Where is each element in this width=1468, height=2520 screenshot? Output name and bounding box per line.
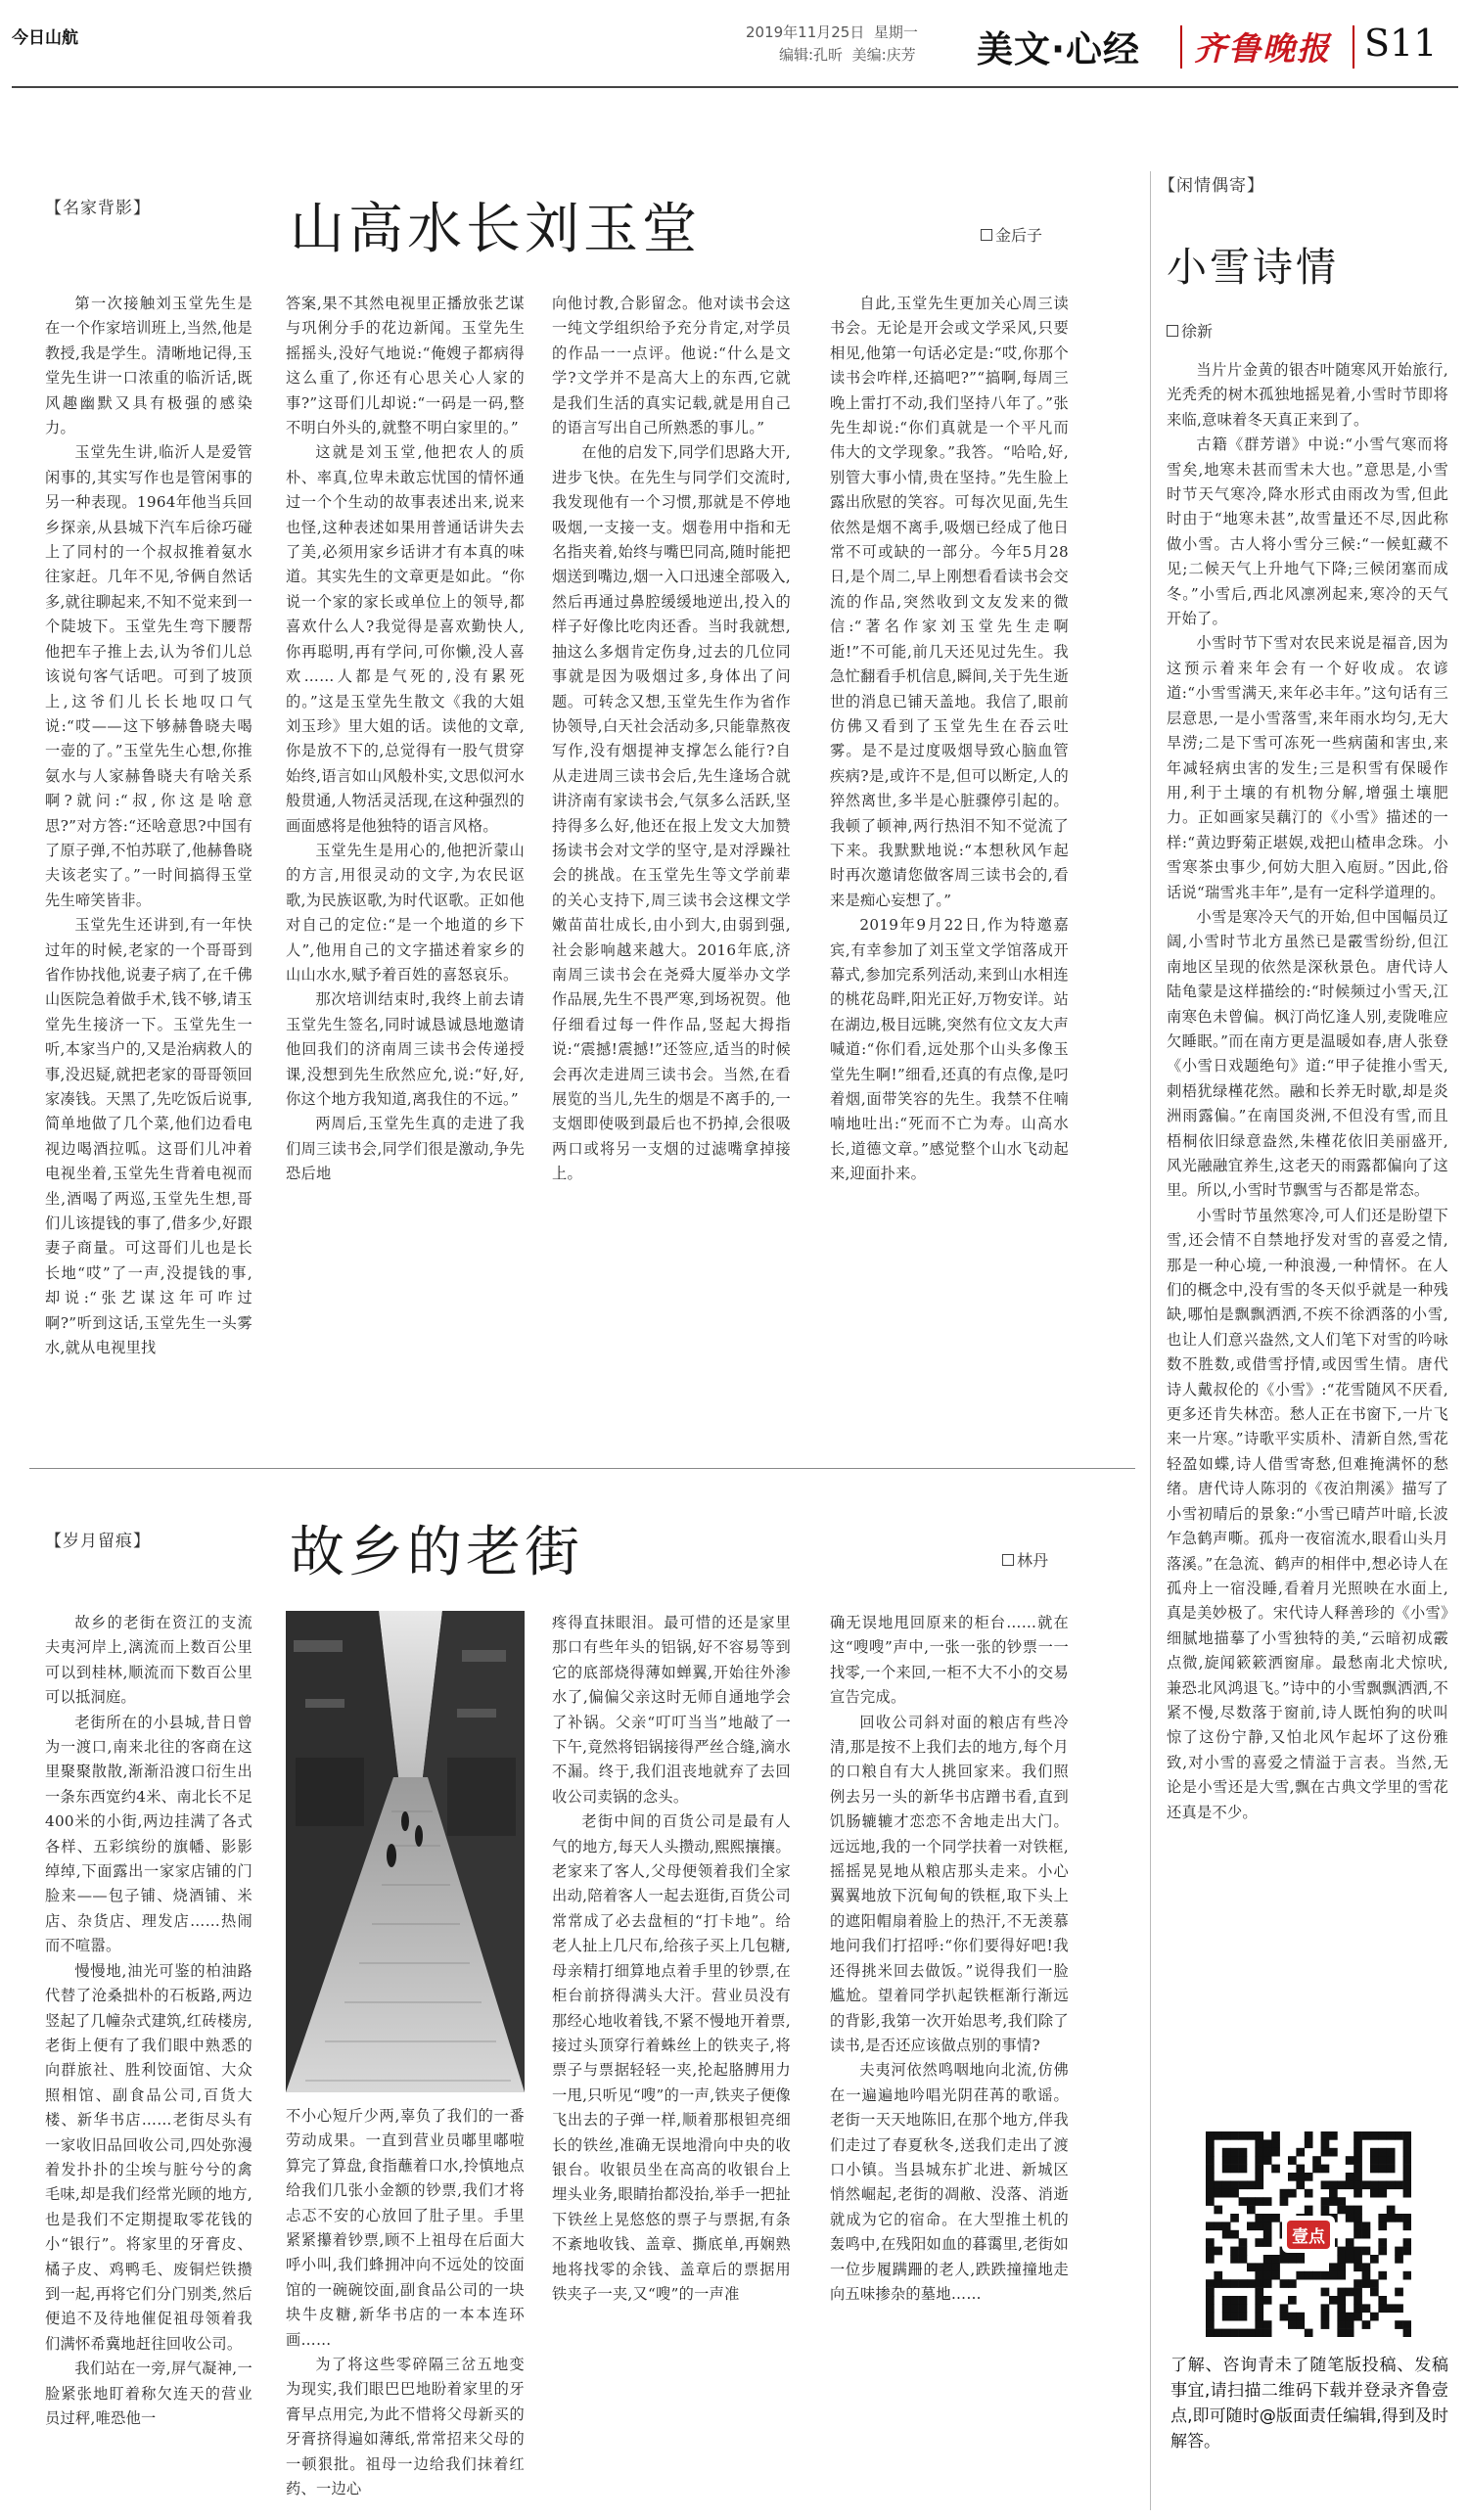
old-street-photo [286,1611,525,2092]
article-liu-col4 [830,292,1069,1466]
article-xue-author [1167,319,1213,342]
qr-logo [1282,2216,1335,2253]
paragraph: 这就是刘玉堂,他把农人的质朴、率真,位卑未敢忘忧国的情怀通过一个个生动的故事表述出来,说来也怪,这种表述如果用普通话讲失去了美,必须用家乡话讲才有本真的味道。其实先生的文章更是如此。“你说一个家的家长或单位上的领导,都喜欢什么人?我觉得是喜欢勤快人,你再聪明,再有学问,可你懒,没人喜欢……人都是气死的,没有累死的。”这是玉堂先生散文《我的大姐刘玉珍》里大姐的话。读他的文章,你是放不下的,总觉得有一股气贯穿始终,语言如山风般朴实,文思似河水般贯通,人物活灵活现,在这种强烈的画面感将是他独特的语言风格。 [286,443,525,835]
header-rule [12,86,1458,88]
qr-logo-text: 壹点 [1287,2221,1330,2249]
paragraph: 夫夷河依然鸣咽地向北流,仿佛在一遍遍地吟唱光阴荏苒的歌谣。老街一天天地陈旧,在那个地方,伴我们走过了春夏秋冬,送我们走出了渡口小镇。当县城东扩北进、新城区悄然崛起,老街的凋敝、没落、消逝就成为它的宿命。在大型推土机的轰鸣中,在残阳如血的暮霭里,老街如一位步履蹒跚的老人,跌跌撞撞地走向五味掺杂的墓地…… [830,2061,1069,2303]
article-liu-category: 【名家背影】 [45,199,151,218]
header-date [746,22,918,42]
paragraph: 第一次接触刘玉堂先生是在一个作家培训班上,当然,他是教授,我是学生。清晰地记得,玉堂先生讲一口浓重的临沂话,既风趣幽默又具有极强的感染力。 [45,295,252,437]
article-jie-category: 【岁月留痕】 [45,1532,151,1551]
section-title: 美文·心经 [977,28,1141,70]
paragraph: 玉堂先生还讲到,有一年快过年的时候,老家的一个哥哥到省作协找他,说妻子病了,在千佛山医院急着做手术,钱不够,请玉堂先生接济一下。玉堂先生一听,本家当户的,又是治病救人的事,没迟疑,就把老家的哥哥领回家凑钱。天黑了,先吃饭后说事,简单地做了几个菜,他们边看电视边喝酒拉呱。这哥们儿冲着电视坐着,玉堂先生背着电视而坐,酒喝了两巡,玉堂先生想,哥们儿该提钱的事了,借多少,好跟妻子商量。可这哥们儿也是长长地“哎”了一声,没提钱的事,却说:“张艺谋这年可咋过啊?”听到这话,玉堂先生一头雾水,就从电视里找 [45,916,252,1357]
page-number: S11 [1364,22,1438,65]
paragraph: 向他讨教,合影留念。他对读书会这一纯文学组织给予充分肯定,对学员的作品一一点评。他说:“什么是文学?文学并不是高大上的东西,它就是我们生活的真实记载,就是用自己的语言写出自己所熟悉的事儿。” [552,295,791,437]
paragraph: 在他的启发下,同学们思路大开,进步飞快。在先生与同学们交流时,我发现他有一个习惯,那就是不停地吸烟,一支接一支。烟卷用中指和无名指夹着,始终与嘴巴同高,随时能把烟送到嘴边,烟一入口迅速全部吸入,然后再通过鼻腔缓缓地逆出,投入的样子好像比吃肉还香。当时我就想,抽这么多烟肯定伤身,过去的几位同事就是因为吸烟过多,身体出了问题。可转念又想,玉堂先生作为省作协领导,白天社会活动多,只能靠熬夜写作,没有烟提神支撑怎么能行?自从走进周三读书会后,先生逢场合就讲济南有家读书会,气氛多么活跃,坚持得多么好,他还在报上发文大加赞扬读书会对文学的坚守,是对浮躁社会的挑战。在玉堂先生等文学前辈的关心支持下,周三读书会这棵文学嫩苗苗壮成长,由小到大,由弱到强,社会影响越来越大。2016年底,济南周三读书会在尧舜大厦举办文学作品展,先生不畏严寒,到场祝贺。他仔细看过每一件作品,竖起大拇指说:“震撼!震撼!”还签应,适当的时候会再次走进周三读书会。当然,在看展览的当儿,先生的烟是不离手的,一支烟即使吸到最后也不扔掉,会很吸两口或将另一支烟的过滤嘴拿掉接上。 [552,443,791,1183]
article-xue-category: 【闲情偶寄】 [1159,176,1264,196]
paragraph: 疼得直抹眼泪。最可惜的还是家里那口有些年头的铝锅,好不容易等到它的底部烧得薄如蝉翼,开始往外渗水了,偏偏父亲这时无师自通地学会了补锅。父亲“叮叮当当”地敲了一下午,竟然将铝锅接得严丝合缝,滴水不漏。终于,我们沮丧地就弃了去回收公司卖锅的念头。 [552,1614,791,1806]
article-jie-col3 [552,1611,791,2511]
paragraph: 古籍《群芳谱》中说:“小雪气寒而将雪矣,地寒未甚而雪未大也。”意思是,小雪时节天气寒冷,降水形式由雨改为雪,但此时由于“地寒未甚”,故雪量还不尽,因此称做小雪。古人将小雪分三候:“一候虹藏不见;二候天气上升地气下降;三候闭塞而成冬。”小雪后,西北风凛冽起来,寒冷的天气开始了。 [1167,435,1448,628]
article-liu-col3 [552,292,791,1466]
paragraph: 故乡的老街在资江的支流夫夷河岸上,漓流而上数百公里可以到桂林,顺流而下数百公里可以抵洞庭。 [45,1614,252,1707]
paragraph: 确无误地甩回原来的柜台……就在这“嗖嗖”声中,一张一张的钞票一一找零,一个来回,一柜不大不小的交易宣告完成。 [830,1614,1069,1707]
article-jie-title: 故乡的老街 [290,1521,583,1584]
paper-logo: 齐鲁晚报 [1194,29,1331,68]
article-xue-body [1167,358,1448,1993]
header-left-label: 今日山航 [12,28,78,48]
old-street-photo-image [286,1611,525,2092]
article-liu-col2 [286,292,525,1466]
header-divider-1 [1180,25,1182,69]
paragraph: 答案,果不其然电视里正播放张艺谋与巩俐分手的花边新闻。玉堂先生摇摇头,没好气地说:“俺嫂子都病得这么重了,你还有心思关心人家的事?”这哥们儿却说:“一码是一码,整不明白外头的,就整不明白家里的。” [286,295,525,437]
qr-caption: 了解、咨询青未了随笔版投稿、发稿事宜,请扫描二维码下载并登录齐鲁壹点,即可随时@版面责任编辑,得到及时解答。 [1170,2356,1448,2451]
paragraph: 玉堂先生讲,临沂人是爱管闲事的,其实写作也是管闲事的另一种表现。1964年他当兵回乡探亲,从县城下汽车后徐巧碰上了同村的一个叔叔推着氨水往家赶。几年不见,爷俩自然话多,就往聊起来,不知不觉来到一个陡坡下。玉堂先生弯下腰帮他把车子推上去,认为爷们儿总该说句客气话吧。可到了坡顶上,这爷们儿长长地叹口气说:“哎——这下够赫鲁晓夫喝一壶的了。”玉堂先生心想,你推氨水与人家赫鲁晓夫有啥关系啊?就问:“叔,你这是啥意思?”对方答:“还啥意思?中国有了原子弹,不怕苏联了,他赫鲁晓夫该老实了。”一时间搞得玉堂先生啼笑皆非。 [45,443,252,909]
editor-credit: 编辑:孔昕 [779,46,844,64]
header-editors [779,44,916,65]
paragraph: 为了将这些零碎隔三岔五地变为现实,我们眼巴巴地盼着家里的牙膏早点用完,为此不惜将父母新买的牙膏挤得遍如薄纸,常常招来父母的一顿狠批。祖母一边给我们抹着红药、一边心 [286,2356,525,2498]
article-jie-col4 [830,1611,1069,2511]
paragraph: 当片片金黄的银杏叶随寒风开始旅行,光秃秃的树木孤独地摇晃着,小雪时节即将来临,意味着冬天真正来到了。 [1167,361,1448,429]
right-column-divider [1150,171,1151,2510]
paragraph: 那次培训结束时,我终上前去请玉堂先生签名,同时诚恳诚恳地邀请他回我们的济南周三读书会传递授课,没想到先生欣然应允,说:“好,好,你这个地方我知道,离我住的不远。” [286,990,525,1108]
paragraph: 不小心短斤少两,辜负了我们的一番劳动成果。一直到营业员嘟里嘟啦算完了算盘,食指蘸着口水,拎慎地点给我们几张小金额的钞票,我们才将忐忑不安的心放回了肚子里。手里紧紧攥着钞票,顾不上祖母在后面大呼小叫,我们蜂拥冲向不远处的饺面馆的一碗碗饺面,副食品公司的一块块牛皮糖,新华书店的一本本连环画…… [286,2107,525,2349]
article-xue-title: 小雪诗情 [1167,244,1339,291]
qr-code[interactable] [1206,2131,1411,2337]
paragraph: 老街所在的小县城,昔日曾为一渡口,南来北往的客商在这里聚聚散散,渐渐沿渡口衍生出一条东西宽约4米、南北长不足400米的小街,两边挂满了各式各样、五彩缤纷的旗幡、影影绰绰,下面露出一家家店铺的门脸来——包子铺、烧酒铺、米店、杂货店、理发店……热闹而不喧嚣。 [45,1713,252,1955]
article-jie-author [1002,1548,1048,1571]
paragraph: 回收公司斜对面的粮店有些冷清,那是按不上我们去的地方,每个月的口粮自有大人挑回家来。我们照例去另一头的新华书店蹭书看,直到饥肠辘辘才恋恋不舍地走出大门。远远地,我的一个同学扶着一对铁框,摇摇晃晃地从粮店那头走来。小心翼翼地放下沉甸甸的铁框,取下头上的遮阳帽扇着脸上的热汗,不无羡慕地问我们打招呼:“你们要得好吧!我还得挑米回去做饭。”说得我们一脸尴尬。望着同学扒起铁框渐行渐远的背影,我第一次开始思考,我们除了读书,是否还应该做点别的事情? [830,1713,1069,2054]
paragraph: 老街中间的百货公司是最有人气的地方,每天人头攒动,熙熙攘攘。老家来了客人,父母便领着我们全家出动,陪着客人一起去逛街,百货公司常常成了必去盘桓的“打卡地”。给老人扯上几尺布,给孩子买上几包糖,母亲精打细算地点着手里的钞票,在柜台前挤得满头大汗。营业员没有那经心地收着钱,不紧不慢地开着票,接过头顶穿行着蛛丝上的铁夹子,将票子与票据轻轻一夹,抡起胳膊用力一甩,只听见“嗖”的一声,铁夹子便像飞出去的子弹一样,顺着那根钽亮细长的铁丝,准确无误地滑向中央的收银台。收银员坐在高高的收银台上埋头业务,眼睛抬都没抬,举手一把扯下铁丝上晃悠悠的票子与票据,有条不紊地收钱、盖章、撕底单,再娴熟地将找零的余钱、盖章后的票据用铁夹子一夹,又“嗖”的一声准 [552,1812,791,2303]
article-xue-author-name: 徐新 [1181,322,1214,341]
paragraph: 慢慢地,油光可鉴的柏油路代替了沧桑拙朴的石板路,两边竖起了几幢杂式建筑,红砖楼房,老街上便有了我们眼中熟悉的向群旅社、胜利饺面馆、大众照相馆、副食品公司,百货大楼、新华书店……老街尽头有一家收旧品回收公司,四处弥漫着发扑扑的尘埃与脏兮兮的禽毛味,却是我们经常光顾的地方,也是我们不定期提取零花钱的小“银行”。将家里的牙膏皮、橘子皮、鸡鸭毛、废铜烂铁攒到一起,再将它们分门别类,然后便追不及待地催促祖母领着我们满怀希冀地赶往回收公司。 [45,1961,252,2353]
article-liu-title: 山高水长刘玉堂 [290,198,701,261]
author-box-icon [1002,1554,1014,1566]
paragraph: 玉堂先生是用心的,他把沂蒙山的方言,用很灵动的文字,为农民讴歌,为民族讴歌,为时代讴歌。正如他对自己的定位:“是一个地道的乡下人”,他用自己的文字描述着家乡的山山水水,赋予着百姓的喜怒哀乐。 [286,841,525,984]
author-box-icon [1167,325,1178,337]
paragraph: 小雪是寒冷天气的开始,但中国幅员辽阔,小雪时节北方虽然已是霰雪纷纷,但江南地区呈现的依然是深秋景色。唐代诗人陆龟蒙是这样描绘的:“时候频过小雪天,江南寒色未曾偏。枫汀尚忆逢人别,麦陇唯应欠睡眠。”而在南方更是温暖如春,唐人张登《小雪日戏题绝句》道:“甲子徒推小雪天,刺梧犹绿槿花然。融和长养无时歇,却是炎洲雨露偏。”在南国炎洲,不但没有雪,而且梧桐依旧绿意盎然,朱槿花依旧美丽盛开,风光融融宜养生,这老天的雨露都偏向了这里。所以,小雪时节飘雪与否都是常态。 [1167,907,1448,1200]
article-liu-col1 [45,292,252,1466]
paragraph: 2019年9月22日,作为特邀嘉宾,有幸参加了刘玉堂文学馆落成开幕式,参加完系列活动,来到山水相连的桃花岛畔,阳光正好,万物安详。站在湖边,极目远眺,突然有位文友大声喊道:“你们看,远处那个山头多像玉堂先生啊!”细看,还真的有点像,是叼着烟,面带笑容的先生。我禁不住喃喃地吐出:“死而不亡为寿。山高水长,道德文章。”感觉整个山水飞动起来,迎面扑来。 [830,916,1069,1183]
article-jie-col1 [45,1611,252,2511]
article-liu-author-name: 金后子 [995,226,1043,245]
article-divider [29,1468,1135,1469]
header-divider-2 [1353,25,1354,69]
paragraph: 小雪时节虽然寒冷,可人们还是盼望下雪,还会情不自禁地抒发对雪的喜爱之情,那是一种心境,一种浪漫,一种情怀。在人们的概念中,没有雪的冬天似乎就是一种残缺,哪怕是飘飘洒洒,不疾不徐洒落的小雪,也让人们意兴盎然,文人们笔下对雪的吟咏数不胜数,或借雪抒情,或因雪生情。唐代诗人戴叔伦的《小雪》:“花雪随风不厌看,更多还肯失林峦。愁人正在书窗下,一片飞来一片寒。”诗歌平实质朴、清新自然,雪花轻盈如蝶,诗人借雪寄愁,但难掩满怀的愁绪。唐代诗人陈羽的《夜泊荆溪》描写了小雪初晴后的景象:“小雪已晴芦叶暗,长波乍急鹤声嘶。孤舟一夜宿流水,眼看山头月落溪。”在急流、鹤声的相伴中,想必诗人在孤舟上一宿没睡,看着月光照映在水面上,真是美妙极了。宋代诗人释善珍的《小雪》细腻地描摹了小雪独特的美,“云暗初成霰点微,旋闻簌簌洒窗扉。最愁南北犬惊吠,兼恐北风鸿退飞。”诗中的小雪飘飘洒洒,不紧不慢,尽数落于窗前,诗人既怕狗的吠叫惊了这份宁静,又怕北风乍起坏了这份雅致,对小雪的喜爱之情溢于言表。当然,无论是小雪还是大雪,飘在古典文学里的雪花还真是不少。 [1167,1206,1448,1821]
designer-credit: 美编:庆芳 [851,46,916,64]
article-jie-col2 [286,2104,525,2510]
article-jie-author-name: 林丹 [1017,1551,1049,1570]
paragraph: 自此,玉堂先生更加关心周三读书会。无论是开会或文学采风,只要相见,他第一句话必定是:“哎,你那个读书会咋样,还搞吧?”“搞啊,每周三晚上雷打不动,我们坚持八年了。”张先生却说:“你们真就是一个平凡而伟大的文学现象。”我答。“哈哈,好,别管大事小情,贵在坚持。”先生脸上露出欣慰的笑容。可每次见面,先生依然是烟不离手,吸烟已经成了他日常不可或缺的一部分。今年5月28日,是个周二,早上刚想看看读书会交流的作品,突然收到文友发来的微信:“著名作家刘玉堂先生走啊逝!”不可能,前几天还见过先生。我急忙翻看手机信息,瞬间,关于先生逝世的消息已铺天盖地。我信了,眼前仿佛又看到了玉堂先生在吞云吐雾。是不是过度吸烟导致心脑血管疾病?是,或许不是,但可以断定,人的猝然离世,多半是心脏骤停引起的。我顿了顿神,两行热泪不知不觉流了下来。我默默地说:“本想秋风乍起时再次邀请您做客周三读书会的,看来是痴心妄想了。” [830,295,1069,909]
article-liu-author [981,223,1042,246]
paragraph: 小雪时节下雪对农民来说是福音,因为这预示着来年会有一个好收成。农谚道:“小雪雪满天,来年必丰年。”这句话有三层意思,一是小雪落雪,来年雨水均匀,无大旱涝;二是下雪可冻死一些病菌和害虫,来年减轻病虫害的发生;三是积雪有保暖作用,利于土壤的有机物分解,增强土壤肥力。正如画家吴藕汀的《小雪》描述的一样:“黄边野菊正堪娱,戏把山楂串念珠。小雪寒茶虫事少,何妨大胆入庖厨。”因此,俗话说“瑞雪兆丰年”,是有一定科学道理的。 [1167,634,1448,901]
issue-weekday: 星期一 [873,23,918,41]
issue-date: 2019年11月25日 [746,23,865,41]
paragraph: 我们站在一旁,屏气凝神,一脸紧张地盯着称欠连天的营业员过秤,唯恐他一 [45,2360,252,2427]
paragraph: 两周后,玉堂先生真的走进了我们周三读书会,同学们很是激动,争先恐后地 [286,1115,525,1183]
author-box-icon [981,229,992,241]
